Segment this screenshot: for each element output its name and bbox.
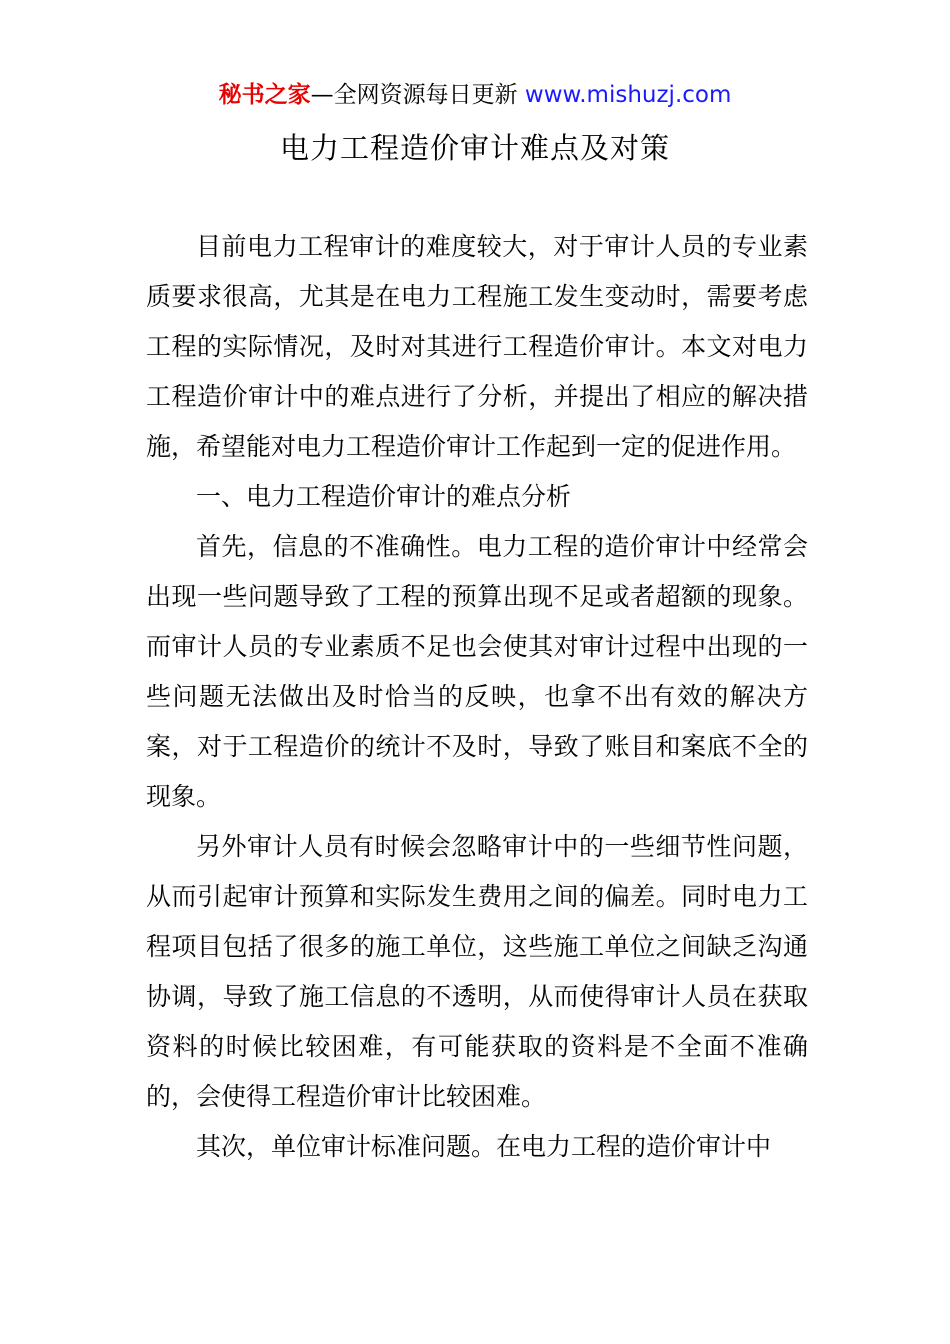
brand-name: 秘书之家 xyxy=(218,82,311,108)
paragraph-additional-issue: 另外审计人员有时候会忽略审计中的一些细节性问题，从而引起审计预算和实际发生费用之间的偏差。同时电力工程项目包括了很多的施工单位，这些施工单位之间缺乏沟通协调，导致了施工信息的不透明，从而使得审计人员在获取资料的时候比较困难，有可能获取的资料是不全面不准确的，会使得工程造价审计比较困难。 xyxy=(146,832,808,1111)
site-header xyxy=(0,78,950,112)
section-heading: 一、电力工程造价审计的难点分析 xyxy=(196,482,572,511)
paragraph-intro: 目前电力工程审计的难度较大，对于审计人员的专业素质要求很高，尤其是在电力工程施工发生变动时，需要考虑工程的实际情况，及时对其进行工程造价审计。本文对电力工程造价审计中的难点进行了分析，并提出了相应的解决措施，希望能对电力工程造价审计工作起到一定的促进作用。 xyxy=(146,232,808,461)
document-title: 电力工程造价审计难点及对策 xyxy=(279,131,670,165)
paragraph-second-issue: 其次，单位审计标准问题。在电力工程的造价审计中 xyxy=(196,1132,772,1161)
document-body xyxy=(146,222,808,1172)
site-url[interactable]: www.mishuzj.com xyxy=(524,82,732,108)
paragraph-first-issue: 首先，信息的不准确性。电力工程的造价审计中经常会出现一些问题导致了工程的预算出现不足或者超额的现象。而审计人员的专业素质不足也会使其对审计过程中出现的一些问题无法做出及时恰当的反映，也拿不出有效的解决方案，对于工程造价的统计不及时，导致了账目和案底不全的现象。 xyxy=(146,532,808,811)
header-slogan: —全网资源每日更新 xyxy=(310,82,525,108)
